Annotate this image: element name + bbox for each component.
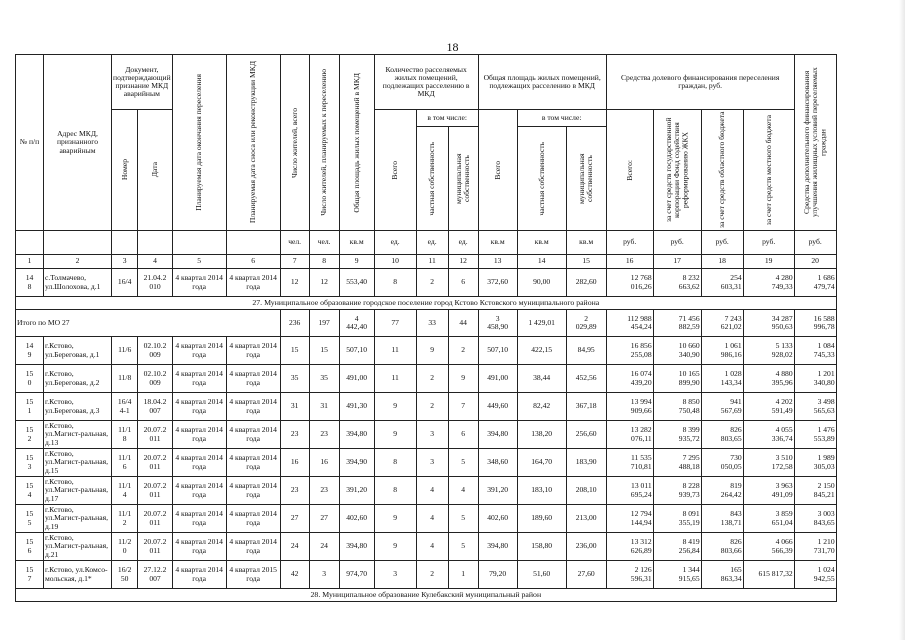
table-cell: 394,80 [339, 421, 374, 449]
column-number: 18 [701, 255, 743, 269]
table-cell: 208,10 [566, 477, 606, 505]
table-cell: 4 квартал 2014 года [172, 449, 226, 477]
table-cell: 394,80 [478, 421, 517, 449]
column-number: 12 [448, 255, 478, 269]
address-cell: г.Кстово, ул.Магист-ральная, д.17 [44, 477, 112, 505]
table-cell: 13 994 909,66 [606, 393, 653, 421]
unit-label: руб. [701, 231, 743, 255]
table-cell: 507,10 [478, 337, 517, 365]
table-cell: 27 [280, 505, 309, 533]
table-cell: 4 066 566,39 [743, 533, 794, 561]
table-cell: 138,20 [517, 421, 566, 449]
table-cell: 12 794 144,94 [606, 505, 653, 533]
address-cell: г.Кстово, ул.Береговая, д.1 [44, 337, 112, 365]
table-cell: 90,00 [517, 269, 566, 297]
table-cell: 20.07.2 011 [138, 505, 172, 533]
table-cell: 11/1 6 [112, 449, 138, 477]
table-cell: 3 859 651,04 [743, 505, 794, 533]
table-cell: 4 квартал 2014 года [172, 505, 226, 533]
table-cell: 5 133 928,02 [743, 337, 794, 365]
table-cell: 4 квартал 2014 года [226, 365, 280, 393]
table-cell: 1 061 986,16 [701, 337, 743, 365]
table-cell: 2 [416, 269, 448, 297]
table-row [16, 533, 837, 561]
table-cell: 16 [280, 449, 309, 477]
table-cell: 82,42 [517, 393, 566, 421]
unit-label: кв.м [339, 231, 374, 255]
table-cell: 9 [374, 533, 416, 561]
table-cell: 2 150 845,21 [794, 477, 836, 505]
table-cell: 31 [280, 393, 309, 421]
table-cell: 189,60 [517, 505, 566, 533]
address-cell: г.Кстово, ул.Береговая, д.2 [44, 365, 112, 393]
column-number: 6 [226, 255, 280, 269]
table-cell: 730 050,05 [701, 449, 743, 477]
col-address-header: Адрес МКД, признанного аварийным [44, 55, 112, 231]
table-cell: 12 [309, 269, 339, 297]
col-area-subgroup-header: в том числе: [517, 110, 606, 127]
address-cell: г.Кстово, ул.Береговая, д.3 [44, 393, 112, 421]
total-cell: 112 988 454,24 [606, 310, 653, 337]
table-cell: 4 квартал 2014 года [226, 337, 280, 365]
table-cell: 4 квартал 2014 года [172, 421, 226, 449]
column-number: 20 [794, 255, 836, 269]
table-cell: 4 квартал 2014 года [172, 533, 226, 561]
table-cell: 8 091 355,19 [653, 505, 701, 533]
table-cell: 4 280 749,33 [743, 269, 794, 297]
column-number: 15 [566, 255, 606, 269]
table-cell: 23 [280, 421, 309, 449]
column-number: 7 [280, 255, 309, 269]
column-number: 14 [517, 255, 566, 269]
table-cell: 367,18 [566, 393, 606, 421]
table-cell: 4 квартал 2015 года [226, 561, 280, 589]
table-cell: 15 0 [16, 365, 44, 393]
table-cell: 165 863,34 [701, 561, 743, 589]
address-cell: г.Кстово, ул.Комсо-мольская, д.1* [44, 561, 112, 589]
table-cell: 1 [448, 561, 478, 589]
table-cell: 12 768 016,26 [606, 269, 653, 297]
unit-label: кв.м [517, 231, 566, 255]
table-row [16, 393, 837, 421]
column-number: 1 [16, 255, 44, 269]
table-cell: 13 011 695,24 [606, 477, 653, 505]
table-cell: 14 9 [16, 337, 44, 365]
total-cell: 3 458,90 [478, 310, 517, 337]
table-cell: 422,15 [517, 337, 566, 365]
column-number: 13 [478, 255, 517, 269]
table-cell: 18.04.2 007 [138, 393, 172, 421]
table-cell: 15 2 [16, 421, 44, 449]
table-cell: 23 [280, 477, 309, 505]
table-cell: 31 [309, 393, 339, 421]
total-cell: 197 [309, 310, 339, 337]
column-numbers-row [16, 255, 837, 269]
column-number: 16 [606, 255, 653, 269]
table-cell: 1 084 745,33 [794, 337, 836, 365]
table-cell: 4 [416, 505, 448, 533]
table-cell: 3 [374, 561, 416, 589]
table-cell: 4 202 591,49 [743, 393, 794, 421]
col-funds-total-header: Всего: [606, 110, 653, 231]
table-cell: 402,60 [339, 505, 374, 533]
unit-label: кв.м [478, 231, 517, 255]
table-row [16, 477, 837, 505]
col-doc-number-header: Номер [112, 110, 138, 231]
total-cell: 33 [416, 310, 448, 337]
table-cell: 11 [374, 337, 416, 365]
column-number: 2 [44, 255, 112, 269]
table-cell: 10 165 899,90 [653, 365, 701, 393]
section-row [16, 589, 837, 602]
table-cell: 4 квартал 2014 года [226, 393, 280, 421]
table-cell: 9 [374, 393, 416, 421]
table-cell: 8 399 935,72 [653, 421, 701, 449]
table-cell: 4 [416, 533, 448, 561]
table-cell: 348,60 [478, 449, 517, 477]
resettlement-table [15, 54, 837, 602]
table-cell: 14 8 [16, 269, 44, 297]
table-cell: 4 квартал 2014 года [226, 421, 280, 449]
table-row [16, 269, 837, 297]
table-cell: 7 295 488,18 [653, 449, 701, 477]
table-body [16, 255, 837, 602]
table-cell: 9 [416, 337, 448, 365]
table-cell: 8 232 663,62 [653, 269, 701, 297]
table-cell: 9 [448, 365, 478, 393]
table-cell: 8 [374, 449, 416, 477]
col-funds-region-header: за счет средств областного бюджета [701, 110, 743, 231]
table-cell: 1 201 340,80 [794, 365, 836, 393]
total-row [16, 310, 837, 337]
table-cell: 2 [448, 337, 478, 365]
table-cell: 5 [448, 505, 478, 533]
table-cell: 615 817,32 [743, 561, 794, 589]
table-cell: 553,40 [339, 269, 374, 297]
table-cell: 15 5 [16, 505, 44, 533]
col-area-total-header: Всего [478, 110, 517, 231]
table-cell: 35 [280, 365, 309, 393]
table-cell: 402,60 [478, 505, 517, 533]
table-row [16, 421, 837, 449]
table-cell: 16/4 4-1 [112, 393, 138, 421]
table-cell: 11/2 0 [112, 533, 138, 561]
table-cell: 282,60 [566, 269, 606, 297]
col-residents-planned-header: Число жителей, планируемых к переселению [309, 55, 339, 231]
unit-label: ед. [448, 231, 478, 255]
table-cell: 5 [448, 533, 478, 561]
total-cell: 44 [448, 310, 478, 337]
table-cell: 9 [374, 505, 416, 533]
table-cell: 4 квартал 2014 года [226, 533, 280, 561]
col-rooms-total-header: Всего [374, 110, 416, 231]
address-cell: г.Кстово, ул.Магист-ральная, д.19 [44, 505, 112, 533]
table-cell: 7 [448, 393, 478, 421]
table-cell: 11/1 4 [112, 477, 138, 505]
total-label: Итого по МО 27 [16, 310, 281, 337]
table-cell: 394,80 [339, 533, 374, 561]
table-cell: 3 [416, 449, 448, 477]
total-cell: 1 429,01 [517, 310, 566, 337]
table-header [16, 55, 837, 255]
table-cell: 27 [309, 505, 339, 533]
table-cell: 236,00 [566, 533, 606, 561]
table-cell: 11/1 2 [112, 505, 138, 533]
col-residents-total-header: Число жителей, всего [280, 55, 309, 231]
col-rooms-subgroup-header: в том числе: [416, 110, 478, 127]
table-cell: 15 7 [16, 561, 44, 589]
unit-label: руб. [794, 231, 836, 255]
column-number: 10 [374, 255, 416, 269]
table-cell: 42 [280, 561, 309, 589]
column-number: 5 [172, 255, 226, 269]
section-title: 27. Муниципальное образование городское поселение город Кстово Кстовского муниципального района [16, 297, 837, 310]
table-cell: 452,56 [566, 365, 606, 393]
table-cell: 15 4 [16, 477, 44, 505]
total-cell: 16 588 996,78 [794, 310, 836, 337]
table-cell: 84,95 [566, 337, 606, 365]
total-cell: 2 029,89 [566, 310, 606, 337]
table-row [16, 505, 837, 533]
col-planned-end-header: Планируемая дата окончания переселения [172, 55, 226, 231]
col-area-group-header: Общая площадь жилых помещений, подлежащих расселению в МКД [478, 55, 606, 110]
table-cell: 491,00 [478, 365, 517, 393]
table-cell: 4 квартал 2014 года [172, 269, 226, 297]
table-row [16, 561, 837, 589]
table-cell: 20.07.2 011 [138, 533, 172, 561]
table-cell: 4 квартал 2014 года [172, 393, 226, 421]
table-cell: 15 3 [16, 449, 44, 477]
table-cell: 27,60 [566, 561, 606, 589]
page-number: 18 [446, 40, 459, 54]
table-cell: 6 [448, 269, 478, 297]
table-cell: 15 1 [16, 393, 44, 421]
table-cell: 1 024 942,55 [794, 561, 836, 589]
table-cell: 254 603,31 [701, 269, 743, 297]
unit-label: кв.м [566, 231, 606, 255]
unit-label: ед. [416, 231, 448, 255]
table-cell: 02.10.2 009 [138, 337, 172, 365]
table-cell: 4 880 395,96 [743, 365, 794, 393]
units-row [16, 231, 837, 255]
unit-label: чел. [280, 231, 309, 255]
address-cell: г.Кстово, ул.Магист-ральная, д.13 [44, 421, 112, 449]
col-rooms-group-header: Количество расселяемых жилых помещений, подлежащих расселению в МКД [374, 55, 478, 110]
column-number: 9 [339, 255, 374, 269]
table-cell: 1 210 731,70 [794, 533, 836, 561]
col-funds-fund-header: за счет средств государственной корпорации Фонд содействия реформированию ЖКХ [653, 110, 701, 231]
table-cell: 158,80 [517, 533, 566, 561]
table-cell: 3 [309, 561, 339, 589]
col-additional-funds-header: Средства дополнительного финансирования улучшения жилищных условий переселяемых граждан [794, 55, 836, 231]
section-title: 28. Муниципальное образование Кулебакский муниципальный район [16, 589, 837, 602]
table-cell: 826 803,66 [701, 533, 743, 561]
table-cell: 8 850 750,48 [653, 393, 701, 421]
total-cell: 77 [374, 310, 416, 337]
table-cell: 3 963 491,09 [743, 477, 794, 505]
table-cell: 4 квартал 2014 года [172, 365, 226, 393]
table-cell: 8 419 256,84 [653, 533, 701, 561]
table-cell: 1 989 305,03 [794, 449, 836, 477]
column-number: 4 [138, 255, 172, 269]
col-demolition-header: Планируемая дата сноса или реконструкции МКД [226, 55, 280, 231]
unit-label: руб. [743, 231, 794, 255]
table-cell: 164,70 [517, 449, 566, 477]
table-cell: 23 [309, 477, 339, 505]
col-doc-group-header: Документ, подтверждающий признание МКД аварийным [112, 55, 173, 110]
table-cell: 4 [448, 477, 478, 505]
col-doc-date-header: Дата [138, 110, 172, 231]
table-cell: 4 квартал 2014 года [226, 449, 280, 477]
total-cell: 71 456 882,59 [653, 310, 701, 337]
table-cell: 16/2 50 [112, 561, 138, 589]
table-cell: 15 [309, 337, 339, 365]
table-cell: 20.07.2 011 [138, 449, 172, 477]
table-cell: 1 476 553,89 [794, 421, 836, 449]
total-cell: 7 243 621,02 [701, 310, 743, 337]
address-cell: г.Кстово, ул.Магист-ральная, д.15 [44, 449, 112, 477]
table-cell: 826 803,65 [701, 421, 743, 449]
table-cell: 38,44 [517, 365, 566, 393]
table-cell: 941 567,69 [701, 393, 743, 421]
table-cell: 02.10.2 009 [138, 365, 172, 393]
table-cell: 2 [416, 365, 448, 393]
table-cell: 394,90 [339, 449, 374, 477]
table-cell: 16/4 [112, 269, 138, 297]
table-cell: 2 [416, 393, 448, 421]
table-cell: 3 [416, 421, 448, 449]
scan-edge [899, 0, 905, 640]
table-row [16, 365, 837, 393]
col-rooms-municipal-header: муниципальная собственность [448, 127, 478, 231]
address-cell: с.Толмачево, ул.Шолохова, д.1 [44, 269, 112, 297]
address-cell: г.Кстово, ул.Магист-ральная, д.21 [44, 533, 112, 561]
table-cell: 4 [416, 477, 448, 505]
unit-label: ед. [374, 231, 416, 255]
table-cell: 11/1 8 [112, 421, 138, 449]
table-cell: 35 [309, 365, 339, 393]
table-cell: 819 264,42 [701, 477, 743, 505]
table-cell: 11/6 [112, 337, 138, 365]
table-cell: 1 344 915,65 [653, 561, 701, 589]
column-number: 17 [653, 255, 701, 269]
table-cell: 6 [448, 421, 478, 449]
table-cell: 12 [280, 269, 309, 297]
table-cell: 15 6 [16, 533, 44, 561]
table-cell: 3 003 843,65 [794, 505, 836, 533]
table-cell: 13 282 076,11 [606, 421, 653, 449]
table-cell: 213,00 [566, 505, 606, 533]
section-row [16, 297, 837, 310]
unit-label: чел. [309, 231, 339, 255]
table-cell: 843 138,71 [701, 505, 743, 533]
table-cell: 8 [374, 477, 416, 505]
table-cell: 1 686 479,74 [794, 269, 836, 297]
table-cell: 20.07.2 011 [138, 477, 172, 505]
table-cell: 3 510 172,58 [743, 449, 794, 477]
unit-label: руб. [606, 231, 653, 255]
table-cell: 4 квартал 2014 года [172, 337, 226, 365]
table-cell: 183,10 [517, 477, 566, 505]
table-cell: 4 квартал 2014 года [226, 477, 280, 505]
table-cell: 79,20 [478, 561, 517, 589]
table-cell: 2 126 596,31 [606, 561, 653, 589]
table-cell: 256,60 [566, 421, 606, 449]
table-row [16, 337, 837, 365]
col-funds-local-header: за счет средств местного бюджета [743, 110, 794, 231]
total-cell: 34 287 950,63 [743, 310, 794, 337]
table-cell: 372,60 [478, 269, 517, 297]
col-area-private-header: частная собственность [517, 127, 566, 231]
table-cell: 4 квартал 2014 года [226, 505, 280, 533]
table-cell: 491,30 [339, 393, 374, 421]
col-total-area-header: Общая площадь жилых помещений в МКД [339, 55, 374, 231]
column-number: 11 [416, 255, 448, 269]
table-cell: 24 [280, 533, 309, 561]
table-cell: 391,20 [339, 477, 374, 505]
table-cell: 507,10 [339, 337, 374, 365]
table-cell: 4 квартал 2014 года [172, 561, 226, 589]
table-cell: 15 [280, 337, 309, 365]
table-cell: 449,60 [478, 393, 517, 421]
table-cell: 3 498 565,63 [794, 393, 836, 421]
table-cell: 2 [416, 561, 448, 589]
table-cell: 8 228 939,73 [653, 477, 701, 505]
table-cell: 51,60 [517, 561, 566, 589]
table-cell: 1 028 143,34 [701, 365, 743, 393]
total-cell: 236 [280, 310, 309, 337]
table-cell: 8 [374, 269, 416, 297]
col-funds-group-header: Средства долевого финансирования переселения граждан, руб. [606, 55, 794, 110]
table-cell: 491,00 [339, 365, 374, 393]
table-cell: 13 312 626,89 [606, 533, 653, 561]
table-cell: 974,70 [339, 561, 374, 589]
table-cell: 16 856 255,08 [606, 337, 653, 365]
table-cell: 11 [374, 365, 416, 393]
table-cell: 5 [448, 449, 478, 477]
table-cell: 183,90 [566, 449, 606, 477]
col-num-header: № п/п [16, 55, 44, 231]
table-cell: 394,80 [478, 533, 517, 561]
table-row [16, 449, 837, 477]
total-cell: 4 442,40 [339, 310, 374, 337]
table-cell: 4 055 336,74 [743, 421, 794, 449]
table-cell: 4 квартал 2014 года [172, 477, 226, 505]
col-rooms-private-header: частная собственность [416, 127, 448, 231]
table-cell: 20.07.2 011 [138, 421, 172, 449]
table-cell: 21.04.2 010 [138, 269, 172, 297]
table-cell: 391,20 [478, 477, 517, 505]
table-cell: 11 535 710,81 [606, 449, 653, 477]
table-cell: 27.12.2 007 [138, 561, 172, 589]
column-number: 3 [112, 255, 138, 269]
unit-label: руб. [653, 231, 701, 255]
column-number: 8 [309, 255, 339, 269]
table-cell: 24 [309, 533, 339, 561]
table-cell: 23 [309, 421, 339, 449]
table-cell: 9 [374, 421, 416, 449]
table-cell: 11/8 [112, 365, 138, 393]
table-cell: 4 квартал 2014 года [226, 269, 280, 297]
table-cell: 16 [309, 449, 339, 477]
table-cell: 10 660 340,90 [653, 337, 701, 365]
table-cell: 16 074 439,20 [606, 365, 653, 393]
column-number: 19 [743, 255, 794, 269]
col-area-municipal-header: муниципальная собственность [566, 127, 606, 231]
